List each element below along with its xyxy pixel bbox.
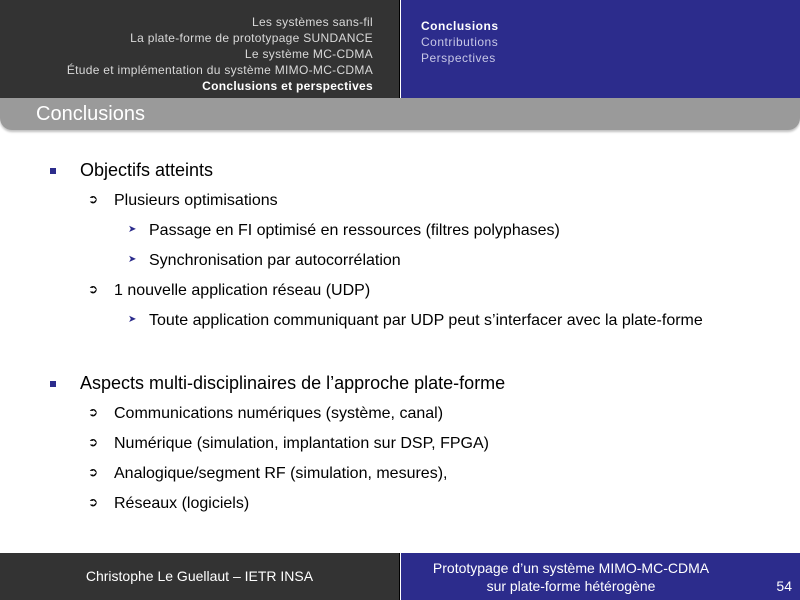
bullet-text: Objectifs atteints [80, 160, 214, 180]
curved-arrow-bullet-icon: ➲ [88, 405, 99, 419]
square-bullet-icon [50, 381, 56, 387]
bullet-text: Aspects multi-disciplinaires de l’approche plate-forme [80, 373, 506, 393]
footer-title-line: Prototypage d’un système MIMO-MC-CDMA [432, 560, 710, 576]
section-nav [0, 0, 400, 98]
sub-bullet-text: Numérique (simulation, implantation sur DSP, FPGA) [114, 435, 489, 452]
curved-arrow-bullet-icon: ➲ [88, 435, 99, 449]
sub-sub-bullet-text: Toute application communiquant par UDP peut s’interfacer avec la plate-forme [149, 312, 703, 329]
footer-title-line: sur plate-forme hétérogène [486, 578, 656, 594]
sub-bullet-text: Réseaux (logiciels) [114, 495, 250, 512]
sub-bullet-text: Communications numériques (système, canal) [114, 405, 444, 422]
sub-bullet-text: 1 nouvelle application réseau (UDP) [114, 282, 371, 299]
arrowhead-bullet-icon: ➤ [128, 254, 137, 265]
subsection-link[interactable]: Perspectives [421, 51, 496, 65]
arrowhead-bullet-icon: ➤ [128, 224, 137, 235]
subsection-link[interactable]: Contributions [421, 35, 499, 49]
square-bullet-icon [50, 168, 56, 174]
footer-title [401, 559, 741, 595]
section-link[interactable]: Les systèmes sans-fil [251, 15, 373, 29]
sub-bullet-text: Analogique/segment RF (simulation, mesures), [114, 465, 448, 482]
subsection-link-active[interactable]: Conclusions [421, 19, 499, 33]
slide-header [0, 0, 800, 98]
section-link[interactable]: Le système MC-CDMA [244, 47, 373, 61]
sub-sub-bullet-text: Passage en FI optimisé en ressources (filtres polyphases) [149, 222, 560, 239]
sub-bullet-text: Plusieurs optimisations [114, 192, 278, 209]
frame-title-bar [0, 98, 800, 130]
section-link[interactable]: Étude et implémentation du système MIMO-MC-CDMA [66, 63, 373, 77]
footer-title-box [401, 553, 800, 600]
curved-arrow-bullet-icon: ➲ [88, 192, 99, 206]
curved-arrow-bullet-icon: ➲ [88, 282, 99, 296]
subsection-nav [401, 0, 800, 98]
frame-title: Conclusions [36, 103, 145, 125]
section-link[interactable]: La plate-forme de prototypage SUNDANCE [130, 31, 373, 45]
page-number: 54 [776, 578, 792, 594]
curved-arrow-bullet-icon: ➲ [88, 465, 99, 479]
sub-sub-bullet-text: Synchronisation par autocorrélation [149, 252, 401, 269]
section-link-active[interactable]: Conclusions et perspectives [202, 79, 373, 93]
arrowhead-bullet-icon: ➤ [128, 314, 137, 325]
slide-footer [0, 553, 800, 600]
footer-author: Christophe Le Guellaut – IETR INSA [0, 553, 400, 600]
curved-arrow-bullet-icon: ➲ [88, 495, 99, 509]
